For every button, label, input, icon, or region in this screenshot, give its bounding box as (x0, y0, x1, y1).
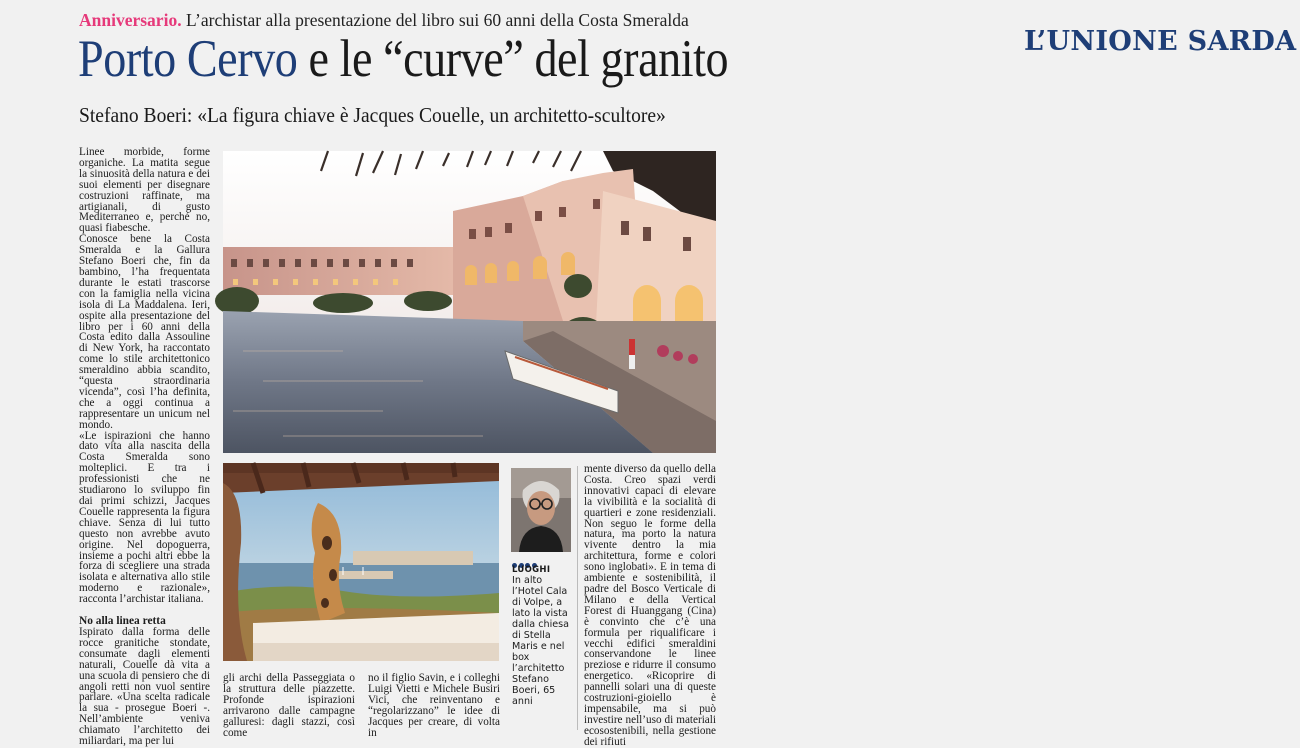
kicker-text: L’archistar alla presentazione del libro sui 60 anni della Costa Smeralda (185, 10, 689, 30)
article-column-2 (223, 672, 355, 739)
box-label: LUOGHI (512, 565, 551, 575)
hotel-cala-di-volpe-photo (223, 151, 716, 453)
paragraph: Conosce bene la Costa Smeralda e la Gallura Stefano Boeri che, fin da bambino, l’ha frequentata durante le estati trascorse con la famiglia nella vicina isola di La Maddalena. Ieri, ospite alla presentazione del libro per i 60 anni della Costa edito dalla Assouline di New York, ha raccontato come lo stile architettonico smeraldino abbia scandito, “questa straordinaria vicenda”, così l’ha definita, che a oggi continua a rappresentare un unicum nel mondo. (79, 233, 210, 431)
article-column-1 (79, 146, 210, 748)
headline-rest: e le “curve” del granito (308, 30, 729, 88)
paragraph: Linee morbide, forme organiche. La matita segue la sinuosità della natura e dei suoi elementi per disegnare costruzioni raffinate, ma artigianali, di gusto Mediterraneo e, perché no, quasi fiabesche. (79, 146, 210, 235)
headline-place: Porto Cervo (78, 30, 298, 88)
article-subheadline: Stefano Boeri: «La figura chiave è Jacques Couelle, un architetto-scultore» (79, 103, 666, 127)
article-column-4 (584, 463, 716, 748)
paragraph: «Le ispirazioni che hanno dato vita alla nascita della Costa Smeralda sono molteplici. E tra i professionisti che ne studiarono lo sviluppo fin dai primi schizzi, Jacques Couelle rappresenta la figura chiave. Senza di lui tutto questo non avrebbe avuto origine. Nel dopoguerra, insieme a pochi altri ebbe la forza di scegliere una strada isolata e alternativa allo stile moderno e razionale», racconta l’archistar italiana. (79, 429, 210, 606)
paragraph: mente diverso da quello della Costa. Creo spazi verdi innovativi capaci di elevare la vivibilità e la socialità di quartieri e zone residenziali. Non seguo le forme della natura, ma porto la natura vivente dentro la mia architettura, forme e colori sono inglobati». E in tema di ambiente e sostenibilità, il padre del Bosco Verticale di Milano e della Vertical Forest di Huanggang (Cina) è convinto che c’è una formula per riqualificare i vecchi edifici smeraldini conservandone le linee preziose e ridurre il consumo energetico. «Ricoprire di pannelli solari una di queste costruzioni-gioiello è impensabile, ma si può investire nell’uso di materiali ecosostenibili, nella gestione dei rifiuti (584, 463, 716, 748)
newspaper-masthead: L’UNIONE SARDA (1024, 26, 1297, 57)
paragraph: gli archi della Passeggiata o la struttura delle piazzette. Profonde ispirazioni arrivarono dalle campagne galluresi: dagli stazzi, così come (223, 672, 355, 739)
kicker-tag: Anniversario. (79, 10, 182, 30)
column-divider (577, 466, 578, 730)
paragraph: Ispirato dalla forma delle rocce granitiche stondate, consumate dagli elementi naturali, Couelle dà vita a una scuola di pensiero che di angoli retti non vuol sentire parlare. «Una scelta radicale la sua - prosegue Boeri -. Nell’ambiente veniva chiamato l’architetto dei miliardari, ma per lui (79, 625, 210, 748)
stella-maris-view-photo (223, 463, 499, 661)
stefano-boeri-portrait (511, 468, 571, 552)
section-subheading: No alla linea retta (79, 615, 166, 628)
photo-caption: In alto l’Hotel Cala di Volpe, a lato la vista dalla chiesa di Stella Maris e nel box l’architetto Stefano Boeri, 65 anni (512, 575, 570, 707)
paragraph: no il figlio Savin, e i colleghi Luigi Vietti e Michele Busiri Vici, che reinventano e “regolarizzano” le idee di Jacques per creare, di volta in (368, 672, 500, 739)
article-headline (78, 28, 728, 90)
section-dots-icon (512, 555, 538, 561)
article-column-3 (368, 672, 500, 739)
